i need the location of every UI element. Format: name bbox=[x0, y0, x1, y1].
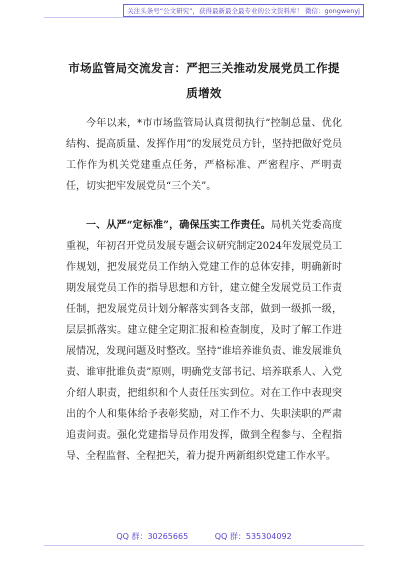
section-text-1: 局机关党委高度重视，年初召开党员发展专题会议研究制定2024年发展党员工作规划，把发展党员工作纳入党建工作的总体安排，明确新时期发展党员工作的指导思想和方针，建立健全发展党员工作责任制，把发展党员计划分解落实到各支部，做到一级抓一级，层层抓落实。建立健全定期汇报和检查制度，及时了解工作进展情况，发现问题及时整改。坚持“谁培养谁负责、谁发展谁负责、谁审批谁负责”原则，明确党支部书记、培养联系人、入党介绍人职责，把组织和个人责任压实到位。对在工作中表现突出的个人和集体给予表彰奖励，对工作不力、失职渎职的严肃追责问责。强化党建指导员作用发挥，做到全程参与、全程指导、全程监督、全程把关，着力提升两新组织党建工作水平。 bbox=[66, 220, 342, 462]
footer bbox=[0, 531, 408, 542]
section-paragraph-1 bbox=[66, 215, 342, 467]
document-title: 市场监管局交流发言：严把三关推动发展党员工作提质增效 bbox=[68, 61, 340, 100]
footer-qq-group-2: QQ 群：535304092 bbox=[214, 532, 292, 541]
header-banner: 关注头条号“公文研究”，获得最新最全最专业的公文资料库！ 微信：gongwenyj bbox=[123, 4, 364, 17]
section-heading-1: 一、从严“定标准”，确保压实工作责任。 bbox=[86, 220, 271, 231]
footer-qq-group-1: QQ 群：30265665 bbox=[116, 532, 189, 541]
footer-divider bbox=[44, 545, 364, 546]
intro-paragraph: 今年以来，*市市场监管局认真贯彻执行“控制总量、优化结构、提高质量、发挥作用”的发展党员方针，坚持把做好党员工作作为机关党建重点任务，严格标准、严密程序、严明责任，切实把牢发展党员“三个关”。 bbox=[66, 118, 342, 192]
header-divider bbox=[44, 17, 364, 18]
document-body bbox=[66, 113, 342, 485]
